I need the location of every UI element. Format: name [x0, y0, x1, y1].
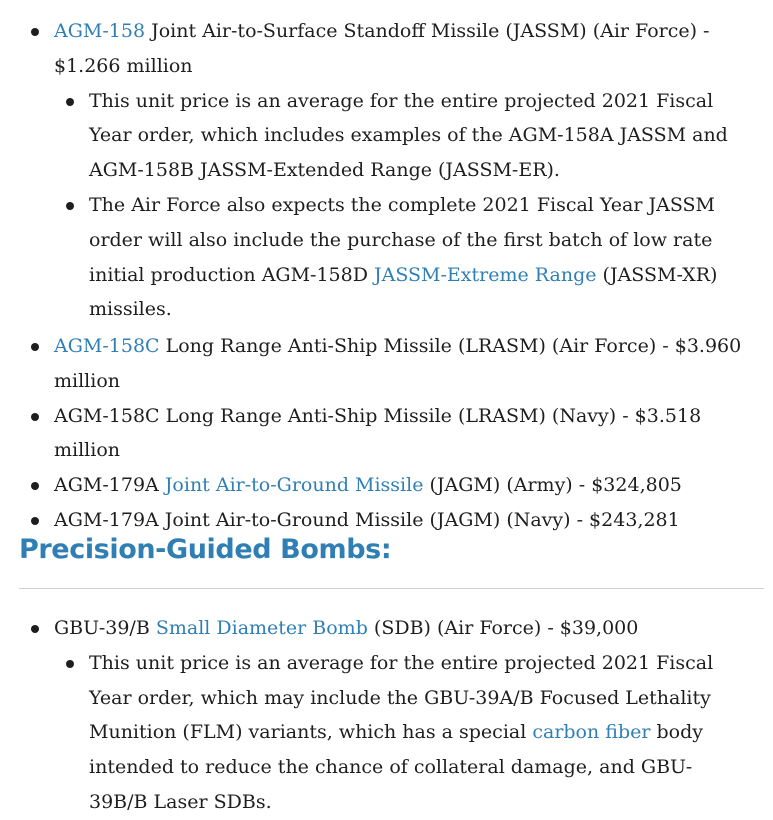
sub-list-item: [54, 84, 744, 188]
list-item-text: AGM-179A: [54, 474, 165, 497]
list-item-text: (SDB) (Air Force) - $39,000: [367, 617, 639, 639]
link-carbon-fiber[interactable]: carbon fiber: [532, 721, 651, 744]
sub-item-text: The Air Force also expects the complete 2021 Fiscal Year JASSM order will also include the purchase of the first batch of low rate initial production AGM-158D: [89, 193, 715, 286]
sub-list-item: [54, 188, 744, 327]
sub-list: [54, 84, 744, 328]
divider: [19, 588, 764, 589]
link-agm-158[interactable]: AGM-158: [54, 20, 146, 42]
link-jassm-extreme-range[interactable]: JASSM-Extreme Range: [374, 263, 597, 286]
list-item-text: Joint Air-to-Surface Standoff Missile (JASSM) (Air Force) - $1.266 million: [54, 20, 710, 77]
bullet-icon: [66, 202, 74, 210]
list-item-text: Long Range Anti-Ship Missile (LRASM) (Air Force) - $3.960 million: [54, 335, 742, 392]
list-item-text: GBU-39/B: [54, 617, 156, 639]
sub-item-text: This unit price is an average for the entire projected 2021 Fiscal Year order, which may include the GBU-39A/B Focused Lethality Munition (FLM) variants, which has a special: [89, 651, 714, 744]
link-small-diameter-bomb[interactable]: Small Diameter Bomb: [155, 617, 368, 639]
list-item-sdb: [0, 611, 744, 820]
bullet-icon: [31, 28, 39, 36]
list-item-jagm-navy: [0, 503, 744, 538]
link-joint-air-to-ground-missile[interactable]: Joint Air-to-Ground Missile: [164, 474, 424, 497]
list-item-jassm: [0, 14, 744, 327]
list-item-lrasm-air-force: [0, 329, 744, 399]
sub-list-item: [54, 646, 744, 820]
section-heading: Precision-Guided Bombs:: [19, 534, 392, 565]
list-item-text: (JAGM) (Army) - $324,805: [423, 474, 682, 497]
bomb-list: [0, 611, 744, 820]
bullet-icon: [31, 517, 39, 525]
bullet-icon: [66, 98, 74, 106]
missile-list-jassm: [0, 14, 744, 327]
bullet-icon: [66, 660, 74, 668]
list-item-jagm-army: [0, 468, 744, 503]
bullet-icon: [31, 413, 39, 421]
bullet-icon: [31, 625, 39, 633]
link-agm-158c[interactable]: AGM-158C: [54, 335, 160, 357]
list-item-lrasm-navy: [0, 399, 744, 469]
sub-item-text: (JASSM-XR) missiles.: [89, 263, 718, 321]
sub-item-text: This unit price is an average for the entire projected 2021 Fiscal Year order, which includes examples of the AGM-158A JASSM and AGM-158B JASSM-Extended Range (JASSM-ER).: [89, 89, 728, 182]
sub-item-text: body intended to reduce the chance of collateral damage, and GBU-39B/B Laser SDBs.: [89, 721, 703, 813]
bullet-icon: [31, 343, 39, 351]
list-item-text: AGM-158C Long Range Anti-Ship Missile (LRASM) (Navy) - $3.518 million: [54, 404, 702, 462]
bullet-icon: [31, 482, 39, 490]
list-item-text: AGM-179A Joint Air-to-Ground Missile (JAGM) (Navy) - $243,281: [54, 508, 680, 531]
sub-list: [54, 646, 744, 820]
missile-list-lrasm-jagm: [0, 329, 744, 538]
